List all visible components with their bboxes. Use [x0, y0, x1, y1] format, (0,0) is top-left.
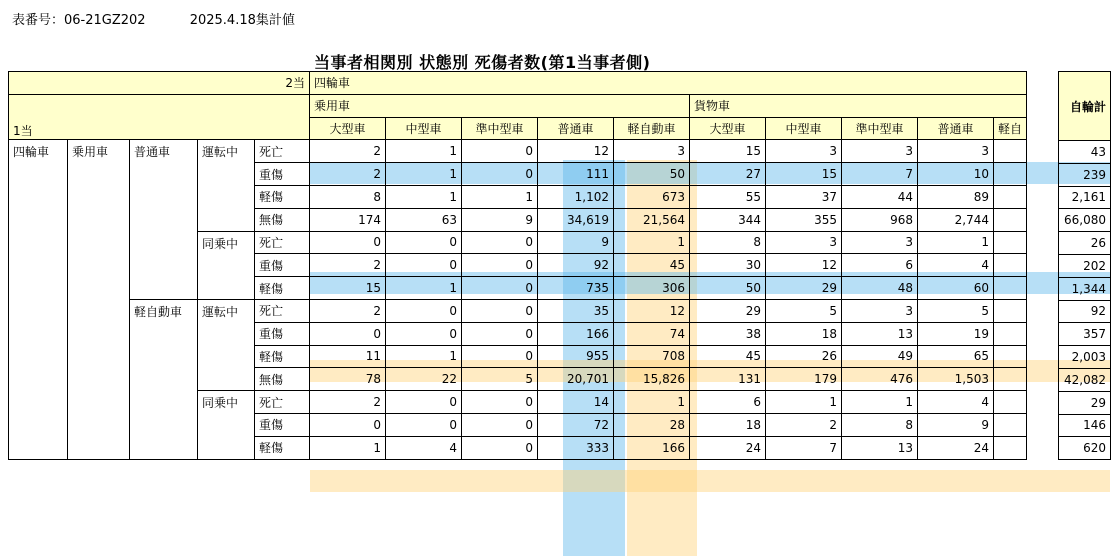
table-cell: 6 [842, 254, 918, 277]
row-total: 2,161 [1059, 186, 1111, 209]
table-cell: 65 [918, 345, 994, 368]
table-cell: 10 [918, 163, 994, 186]
table-cell: 74 [614, 322, 690, 345]
row-total: 1,344 [1059, 277, 1111, 300]
table-cell: 5 [462, 368, 538, 391]
table-cell: 5 [918, 299, 994, 322]
table-cell: 131 [690, 368, 766, 391]
table-cell [994, 436, 1027, 459]
table-cell [994, 391, 1027, 414]
row-label-driving: 運転中 [198, 299, 255, 390]
column-header: 大型車 [690, 117, 766, 140]
row-total: 29 [1059, 391, 1111, 414]
table-cell: 19 [918, 322, 994, 345]
table-cell: 92 [538, 254, 614, 277]
row-label-passenger: 乗用車 [68, 140, 130, 459]
row-status: 重傷 [255, 322, 310, 345]
header-row-2 [9, 94, 1027, 117]
table-cell [994, 231, 1027, 254]
table-cell: 1,503 [918, 368, 994, 391]
table-cell: 4 [918, 391, 994, 414]
table-cell: 344 [690, 208, 766, 231]
column-header: 軽自動車 [614, 117, 690, 140]
table-cell: 0 [462, 254, 538, 277]
table-cell: 8 [842, 413, 918, 436]
table-cell: 166 [538, 322, 614, 345]
row-status: 無傷 [255, 208, 310, 231]
table-cell: 0 [462, 436, 538, 459]
casualty-table [8, 71, 1027, 460]
table-cell: 24 [690, 436, 766, 459]
row-status: 軽傷 [255, 277, 310, 300]
table-cell [994, 277, 1027, 300]
table-cell: 4 [918, 254, 994, 277]
column-header: 普通車 [918, 117, 994, 140]
table-cell: 1 [462, 185, 538, 208]
table-cell: 2 [310, 163, 386, 186]
table-cell: 0 [462, 345, 538, 368]
table-cell: 2 [310, 299, 386, 322]
row-label-riding: 同乗中 [198, 231, 255, 299]
table-cell: 38 [690, 322, 766, 345]
table-cell: 13 [842, 322, 918, 345]
table-cell: 0 [462, 391, 538, 414]
header-total: 自輪計 [1059, 72, 1111, 141]
table-cell: 673 [614, 185, 690, 208]
row-total: 620 [1059, 437, 1111, 460]
table-cell: 44 [842, 185, 918, 208]
row-status: 重傷 [255, 254, 310, 277]
table-cell: 89 [918, 185, 994, 208]
table-cell: 21,564 [614, 208, 690, 231]
row-status: 死亡 [255, 231, 310, 254]
table-cell: 968 [842, 208, 918, 231]
table-cell: 13 [842, 436, 918, 459]
header-four-wheel: 四輪車 [310, 72, 1027, 95]
table-cell: 20,701 [538, 368, 614, 391]
table-cell: 708 [614, 345, 690, 368]
table-cell: 0 [386, 413, 462, 436]
table-cell: 3 [842, 231, 918, 254]
table-cell: 3 [842, 299, 918, 322]
table-cell: 45 [614, 254, 690, 277]
table-cell: 9 [538, 231, 614, 254]
row-status: 軽傷 [255, 436, 310, 459]
row-total: 146 [1059, 414, 1111, 437]
table-cell: 29 [690, 299, 766, 322]
table-cell: 55 [690, 185, 766, 208]
table-cell: 1 [842, 391, 918, 414]
table-row [9, 299, 1027, 322]
table-cell [994, 140, 1027, 163]
row-total: 66,080 [1059, 209, 1111, 232]
table-cell: 0 [386, 299, 462, 322]
table-cell: 22 [386, 368, 462, 391]
table-cell: 0 [462, 140, 538, 163]
row-total: 43 [1059, 141, 1111, 164]
row-total: 42,082 [1059, 368, 1111, 391]
header-row-1 [9, 72, 1027, 95]
column-header: 中型車 [386, 117, 462, 140]
table-cell: 2 [310, 140, 386, 163]
table-cell: 3 [918, 140, 994, 163]
table-cell: 0 [462, 322, 538, 345]
table-cell: 3 [766, 140, 842, 163]
row-total: 357 [1059, 323, 1111, 346]
table-cell: 1 [614, 231, 690, 254]
table-cell: 28 [614, 413, 690, 436]
table-row [9, 140, 1027, 163]
column-header: 準中型車 [842, 117, 918, 140]
row-total: 26 [1059, 232, 1111, 255]
table-cell: 0 [386, 322, 462, 345]
document-meta [12, 9, 335, 28]
table-cell: 9 [462, 208, 538, 231]
table-cell [994, 345, 1027, 368]
table-cell: 29 [766, 277, 842, 300]
table-cell: 355 [766, 208, 842, 231]
table-cell: 1 [386, 163, 462, 186]
table-cell: 1 [386, 277, 462, 300]
table-cell: 2 [766, 413, 842, 436]
column-header: 大型車 [310, 117, 386, 140]
table-cell: 6 [690, 391, 766, 414]
header-first-party: 1当 [9, 94, 310, 140]
highlight-band-row-12 [310, 470, 1110, 492]
table-cell: 8 [310, 185, 386, 208]
row-label-four-wheel: 四輪車 [9, 140, 68, 459]
table-cell: 48 [842, 277, 918, 300]
row-status: 重傷 [255, 413, 310, 436]
table-cell: 15 [310, 277, 386, 300]
table-cell: 333 [538, 436, 614, 459]
table-cell: 9 [918, 413, 994, 436]
table-cell: 11 [310, 345, 386, 368]
column-header: 普通車 [538, 117, 614, 140]
table-cell: 72 [538, 413, 614, 436]
table-cell: 1 [386, 140, 462, 163]
table-cell: 7 [842, 163, 918, 186]
table-cell: 735 [538, 277, 614, 300]
aggregation-date: 2025.4.18集計値 [189, 13, 295, 28]
table-cell [994, 208, 1027, 231]
table-cell [994, 163, 1027, 186]
table-cell: 0 [310, 231, 386, 254]
row-label-driving: 運転中 [198, 140, 255, 231]
table-cell: 0 [462, 413, 538, 436]
table-cell [994, 254, 1027, 277]
table-cell [994, 368, 1027, 391]
table-cell: 12 [538, 140, 614, 163]
row-status: 無傷 [255, 368, 310, 391]
row-status: 重傷 [255, 163, 310, 186]
header-second-party: 2当 [9, 72, 310, 95]
table-cell: 1 [918, 231, 994, 254]
row-status: 死亡 [255, 391, 310, 414]
table-cell: 0 [310, 413, 386, 436]
table-cell: 0 [386, 231, 462, 254]
row-status: 死亡 [255, 140, 310, 163]
row-status: 死亡 [255, 299, 310, 322]
table-cell: 179 [766, 368, 842, 391]
row-total: 202 [1059, 254, 1111, 277]
table-cell: 26 [766, 345, 842, 368]
table-cell: 7 [766, 436, 842, 459]
table-cell: 37 [766, 185, 842, 208]
table-cell: 5 [766, 299, 842, 322]
table-cell [994, 185, 1027, 208]
table-cell: 111 [538, 163, 614, 186]
table-cell: 0 [462, 163, 538, 186]
table-cell: 306 [614, 277, 690, 300]
row-label-kei: 軽自動車 [130, 299, 198, 459]
row-status: 軽傷 [255, 185, 310, 208]
row-label-riding: 同乗中 [198, 391, 255, 459]
table-cell: 2,744 [918, 208, 994, 231]
table-cell [994, 299, 1027, 322]
page-title: 当事者相関別 状態別 死傷者数(第1当事者側) [314, 53, 651, 72]
table-cell [994, 322, 1027, 345]
table-cell: 15 [766, 163, 842, 186]
table-cell: 30 [690, 254, 766, 277]
table-cell: 8 [690, 231, 766, 254]
table-cell: 63 [386, 208, 462, 231]
column-header: 準中型車 [462, 117, 538, 140]
table-cell: 50 [614, 163, 690, 186]
table-cell: 18 [766, 322, 842, 345]
table-cell: 476 [842, 368, 918, 391]
table-cell: 12 [766, 254, 842, 277]
table-cell: 34,619 [538, 208, 614, 231]
table-cell: 174 [310, 208, 386, 231]
table-cell: 0 [462, 299, 538, 322]
table-number: 表番号：06-21GZ202 [12, 13, 146, 28]
total-column [1058, 71, 1111, 460]
table-cell: 1 [386, 345, 462, 368]
table-cell: 3 [614, 140, 690, 163]
table-cell: 12 [614, 299, 690, 322]
table-cell: 35 [538, 299, 614, 322]
table-cell: 15,826 [614, 368, 690, 391]
table-cell: 1,102 [538, 185, 614, 208]
table-cell: 24 [918, 436, 994, 459]
table-cell: 1 [310, 436, 386, 459]
table-cell: 4 [386, 436, 462, 459]
table-cell: 0 [386, 391, 462, 414]
table-cell: 0 [462, 277, 538, 300]
table-cell: 18 [690, 413, 766, 436]
table-cell: 2 [310, 391, 386, 414]
row-total: 92 [1059, 300, 1111, 323]
table-cell: 0 [386, 254, 462, 277]
table-cell: 50 [690, 277, 766, 300]
header-passenger-car: 乗用車 [310, 94, 690, 117]
row-total: 239 [1059, 163, 1111, 186]
table-cell: 1 [766, 391, 842, 414]
row-total: 2,003 [1059, 346, 1111, 369]
table-cell: 27 [690, 163, 766, 186]
column-header: 軽自 [994, 117, 1027, 140]
table-cell: 0 [462, 231, 538, 254]
row-label-standard: 普通車 [130, 140, 198, 300]
table-cell: 166 [614, 436, 690, 459]
table-cell: 78 [310, 368, 386, 391]
header-cargo-vehicle: 貨物車 [690, 94, 1027, 117]
table-cell: 3 [842, 140, 918, 163]
table-cell: 1 [386, 185, 462, 208]
table-cell: 1 [614, 391, 690, 414]
table-cell: 15 [690, 140, 766, 163]
table-cell: 60 [918, 277, 994, 300]
column-header: 中型車 [766, 117, 842, 140]
row-status: 軽傷 [255, 345, 310, 368]
table-cell: 0 [310, 322, 386, 345]
table-cell: 45 [690, 345, 766, 368]
table-cell: 14 [538, 391, 614, 414]
table-cell: 3 [766, 231, 842, 254]
table-cell: 955 [538, 345, 614, 368]
table-cell [994, 413, 1027, 436]
table-cell: 49 [842, 345, 918, 368]
table-cell: 2 [310, 254, 386, 277]
